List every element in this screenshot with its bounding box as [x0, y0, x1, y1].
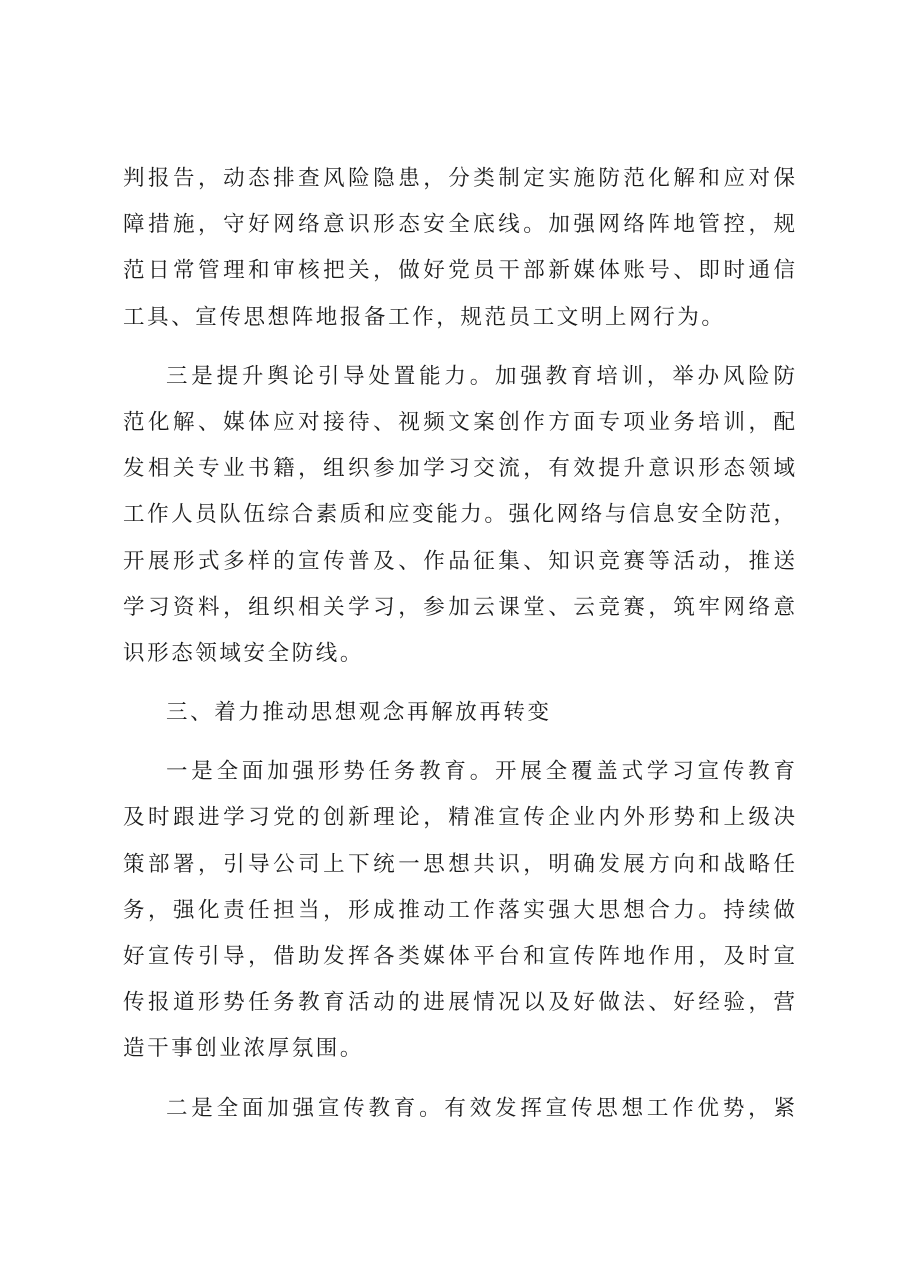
text-line: 范日常管理和审核把关，做好党员干部新媒体账号、即时通信 [123, 258, 795, 284]
text-line: 及时跟进学习党的创新理论，精准宣传企业内外形势和上级决 [123, 805, 795, 831]
text-line: 造干事创业浓厚氛围。 [123, 1036, 365, 1062]
paragraph [123, 156, 795, 341]
text-line: 策部署，引导公司上下统一思想共识，明确发展方向和战略任 [123, 851, 795, 877]
paragraph [123, 749, 795, 1072]
text-line: 障措施，守好网络意识形态安全底线。加强网络阵地管控，规 [123, 212, 795, 238]
text-line: 好宣传引导，借助发挥各类媒体平台和宣传阵地作用，及时宣 [123, 944, 795, 969]
text-line: 判报告，动态排查风险隐患，分类制定实施防范化解和应对保 [123, 166, 795, 191]
text-line: 工作人员队伍综合素质和应变能力。强化网络与信息安全防范， [123, 502, 795, 528]
text-line: 三是提升舆论引导处置能力。加强教育培训，举办风险防 [166, 363, 795, 389]
text-line: 传报道形势任务教育活动的进展情况以及好做法、好经验，营 [123, 990, 795, 1016]
text-line: 发相关专业书籍，组织参加学习交流，有效提升意识形态领域 [123, 456, 795, 482]
text-line: 开展形式多样的宣传普及、作品征集、知识竞赛等活动，推送 [123, 548, 795, 574]
section-heading [123, 690, 795, 736]
text-line: 学习资料，组织相关学习，参加云课堂、云竞赛，筑牢网络意 [123, 594, 795, 620]
text-line: 范化解、媒体应对接待、视频文案创作方面专项业务培训，配 [123, 409, 795, 435]
text-line: 三、着力推动思想观念再解放再转变 [166, 700, 552, 726]
paragraph [123, 354, 795, 677]
text-line: 工具、宣传思想阵地报备工作，规范员工文明上网行为。 [123, 304, 726, 330]
text-line: 二是全面加强宣传教育。有效发挥宣传思想工作优势，紧 [166, 1095, 795, 1121]
text-line: 识形态领域安全防线。 [123, 640, 365, 666]
text-line: 务，强化责任担当，形成推动工作落实强大思想合力。持续做 [123, 897, 795, 923]
text-line: 一是全面加强形势任务教育。开展全覆盖式学习宣传教育 [166, 759, 795, 785]
document-body [123, 156, 795, 1132]
paragraph [123, 1086, 795, 1132]
